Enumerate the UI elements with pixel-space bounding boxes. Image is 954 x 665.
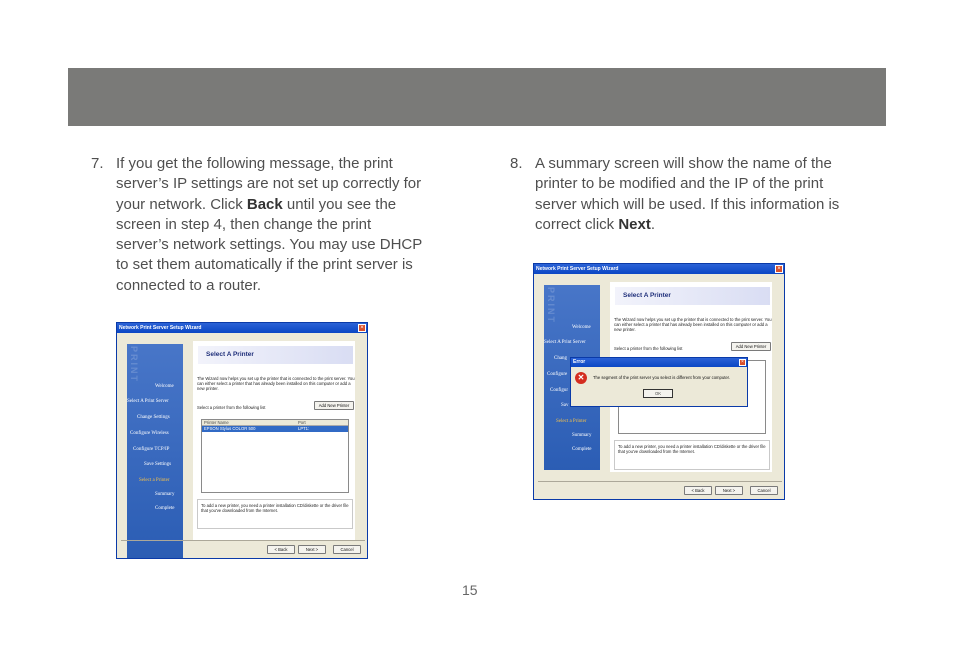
sidebar-item-select-print-server: Select A Print Server <box>127 399 169 404</box>
sidebar-item-configure-tcpip: Configure TCP/IP <box>133 447 170 452</box>
sidebar-item-change-settings: Chang <box>554 356 568 361</box>
add-printer-note: To add a new printer, you need a printer installation CD/diskette or the driver file that you've downloaded from the Internet. <box>614 440 770 470</box>
sidebar-item-complete: Complete <box>572 447 592 452</box>
back-button[interactable]: < Back <box>684 486 712 495</box>
printer-list[interactable] <box>201 419 349 493</box>
step-7-text: If you get the following message, the print server’s IP settings are not set up correctly for your network. Click Back until you see the screen in step 4, then change the print server’s network settings. You may use DHCP to set them automatically if the print server is connected to a router. <box>116 155 422 294</box>
step-7-number: 7. <box>91 155 104 172</box>
sidebar-item-complete: Complete <box>155 506 175 511</box>
row-printer-name: EPSON Stylus COLOR 500 <box>204 426 256 431</box>
sidebar-watermark: PRINT <box>546 287 556 324</box>
close-icon[interactable]: × <box>358 324 366 332</box>
wizard-titlebar: Network Print Server Setup Wizard <box>117 323 367 333</box>
sidebar-item-select-printer: Select a Printer <box>556 419 587 424</box>
error-titlebar: Error <box>571 358 747 367</box>
add-new-printer-button[interactable]: Add New Printer <box>731 342 771 351</box>
next-button[interactable]: Next > <box>715 486 743 495</box>
step-8-number: 8. <box>510 155 523 172</box>
table-row[interactable] <box>202 426 348 432</box>
header-band <box>68 68 886 126</box>
error-dialog <box>570 357 748 407</box>
column-printer-name: Printer Name <box>204 420 229 425</box>
sidebar-item-save-settings: Save Settings <box>144 462 172 467</box>
close-icon[interactable]: × <box>775 265 783 273</box>
cancel-button[interactable]: Cancel <box>750 486 778 495</box>
sidebar-item-summary: Summary <box>572 433 592 438</box>
column-port: Port <box>298 420 306 425</box>
page-number: 15 <box>462 582 478 598</box>
ok-button[interactable]: OK <box>643 389 673 398</box>
wizard-window-2 <box>533 263 785 500</box>
wizard-titlebar: Network Print Server Setup Wizard <box>534 264 784 274</box>
button-separator <box>538 481 782 482</box>
row-port: LPT1: <box>298 426 310 431</box>
sidebar-item-save-settings: Sav <box>561 403 569 408</box>
sidebar-item-welcome: Welcome <box>155 384 174 389</box>
add-printer-note: To add a new printer, you need a printer installation CD/diskette or the driver file that you've downloaded from the Internet. <box>197 499 353 529</box>
sidebar-item-select-print-server: Select A Print Server <box>544 340 586 345</box>
back-keyword: Back <box>246 195 283 213</box>
wizard-description: The Wizard now helps you set up the printer that is connected to the print server. You can either select a printer that has already been installed on this computer or add a new printer. <box>197 376 355 391</box>
close-icon[interactable]: × <box>739 359 746 366</box>
sidebar-item-configure-wireless: Configure Wireless <box>130 431 169 436</box>
sidebar-item-configure-tcpip: Configur <box>550 388 569 393</box>
wizard-window-1 <box>116 322 368 559</box>
wizard-description: The Wizard now helps you set up the printer that is connected to the print server. You can either select a printer that has already been installed on this computer or add a new printer. <box>614 317 772 332</box>
sidebar-item-change-settings: Change Settings <box>137 415 170 420</box>
next-keyword: Next <box>618 215 651 233</box>
step-8-text: A summary screen will show the name of the printer to be modified and the IP of the print server which will be used. If this information is correct click Next. <box>535 155 840 233</box>
back-button[interactable]: < Back <box>267 545 295 554</box>
select-printer-label: Select a printer from the following list <box>614 346 683 351</box>
add-new-printer-button[interactable]: Add New Printer <box>314 401 354 410</box>
error-message: The segment of the print server you select is different from your computer. <box>593 375 731 380</box>
sidebar-item-select-printer: Select a Printer <box>139 478 170 483</box>
button-separator <box>121 540 365 541</box>
sidebar-item-welcome: Welcome <box>572 325 591 330</box>
sidebar-item-summary: Summary <box>155 492 175 497</box>
next-button[interactable]: Next > <box>298 545 326 554</box>
wizard-heading: Select A Printer <box>615 287 770 305</box>
wizard-heading: Select A Printer <box>198 346 353 364</box>
error-icon: ✕ <box>575 372 587 384</box>
sidebar-item-configure-wireless: Configure <box>547 372 568 377</box>
cancel-button[interactable]: Cancel <box>333 545 361 554</box>
select-printer-label: Select a printer from the following list <box>197 405 266 410</box>
sidebar-watermark: PRINT <box>129 346 139 383</box>
